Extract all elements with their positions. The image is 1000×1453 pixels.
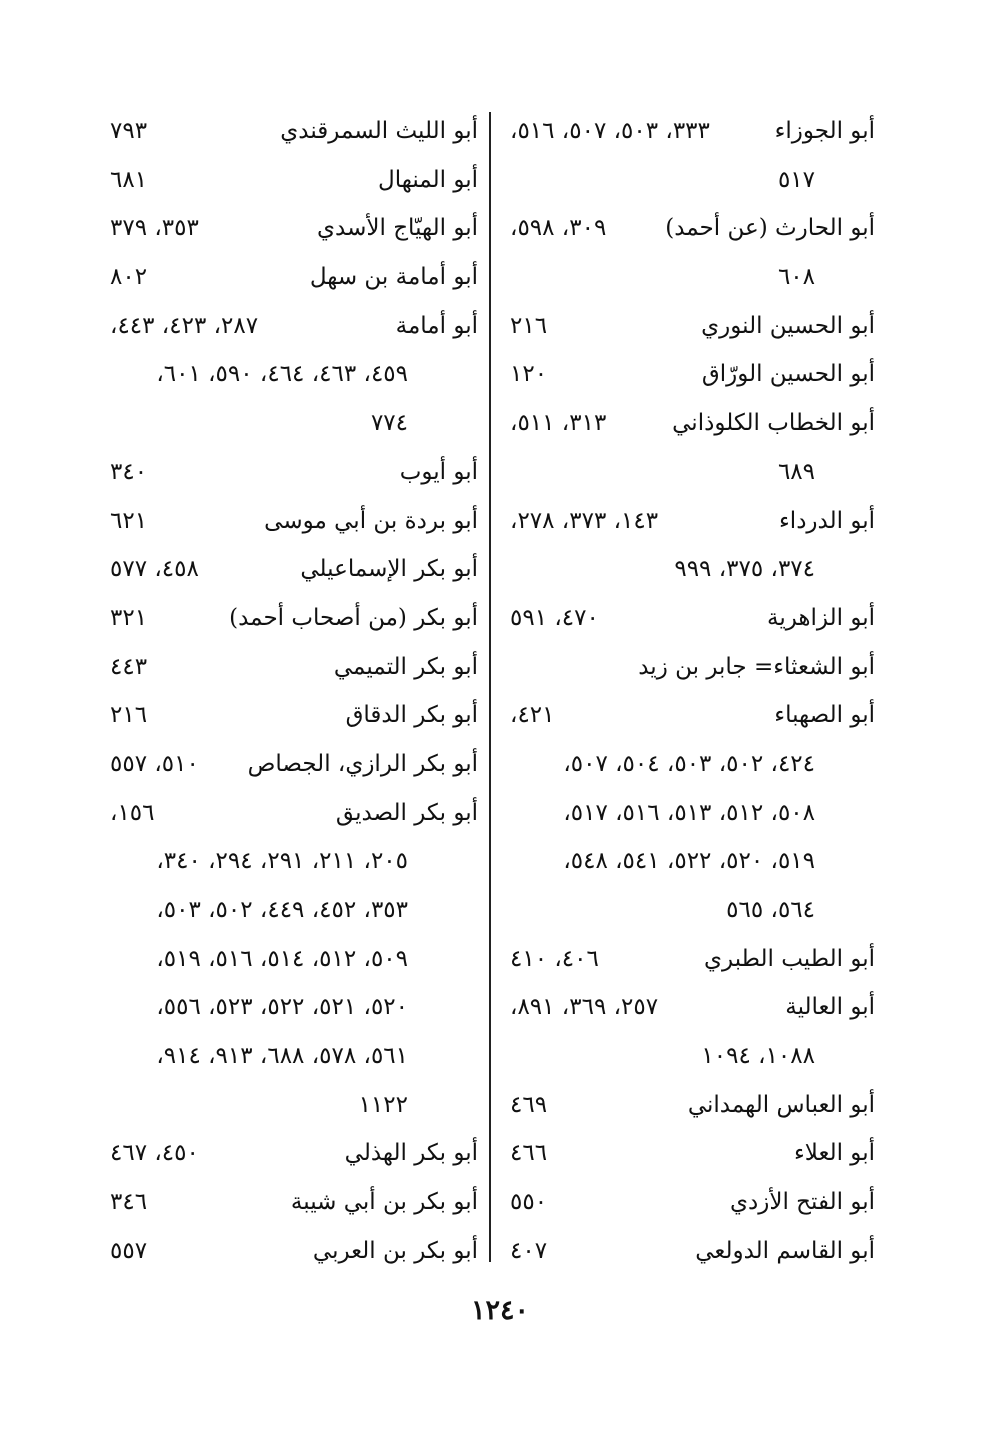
entry-page-refs: ٤٥٠، ٤٦٧ bbox=[110, 1140, 199, 1167]
entry-name: أبو بكر الدقاق bbox=[345, 702, 478, 729]
index-entry bbox=[500, 1081, 875, 1130]
index-entry bbox=[500, 837, 875, 886]
entry-name: أبو الفتح الأزدي bbox=[730, 1189, 875, 1216]
entry-name: أبو العلاء bbox=[793, 1140, 875, 1167]
entry-page-refs: ٤٥٨، ٥٧٧ bbox=[110, 556, 199, 583]
index-entry bbox=[500, 156, 875, 205]
index-entry bbox=[100, 789, 478, 838]
index-entry bbox=[500, 107, 875, 156]
entry-name: أبو بكر (من أصحاب أحمد) bbox=[229, 604, 478, 631]
entry-page-refs-continued: ٣٧٤، ٣٧٥، ٩٩٩ bbox=[674, 556, 815, 583]
page-number: ١٢٤٠ bbox=[470, 1295, 529, 1326]
entry-page-refs-continued: ٣٥٣، ٤٥٢، ٤٤٩، ٥٠٢، ٥٠٣، bbox=[156, 897, 408, 923]
index-entry bbox=[100, 594, 478, 643]
column-divider bbox=[489, 112, 491, 1262]
entry-page-refs: ١٢٠ bbox=[510, 361, 548, 388]
entry-name: أبو بكر بن أبي شيبة bbox=[290, 1189, 478, 1216]
index-entry bbox=[100, 399, 478, 448]
index-entry bbox=[500, 253, 875, 302]
entry-page-refs-continued: ٧٧٤ bbox=[370, 410, 408, 437]
index-entry bbox=[100, 983, 478, 1032]
index-entry bbox=[500, 886, 875, 935]
index-entry bbox=[100, 935, 478, 984]
entry-page-refs-continued: ٥٦١، ٥٧٨، ٦٨٨، ٩١٣، ٩١٤، bbox=[156, 1043, 408, 1070]
entry-page-refs: ٤٧٠، ٥٩١ bbox=[510, 604, 599, 631]
index-entry bbox=[500, 1129, 875, 1178]
entry-page-refs-continued: ٢٠٥، ٢١١، ٢٩١، ٢٩٤، ٣٤٠، bbox=[156, 848, 408, 875]
entry-page-refs-continued: ١٠٨٨، ١٠٩٤ bbox=[701, 1043, 815, 1070]
entry-page-refs: ٦٨١ bbox=[110, 166, 148, 193]
entry-name: أبو المنهال bbox=[378, 166, 478, 193]
entry-page-refs-continued: ٥١٩، ٥٢٠، ٥٢٢، ٥٤١، ٥٤٨، bbox=[563, 848, 815, 875]
index-entry bbox=[500, 1032, 875, 1081]
entry-page-refs: ٤٦٩ bbox=[510, 1091, 548, 1118]
index-entry bbox=[100, 350, 478, 399]
entry-page-refs: ٣٤٠ bbox=[110, 458, 148, 485]
entry-page-refs: ٣٣٣، ٥٠٣، ٥٠٧، ٥١٦، bbox=[510, 118, 710, 144]
entry-name: أبو الخطاب الكلوذاني bbox=[672, 410, 875, 437]
entry-page-refs: ٤٠٧ bbox=[510, 1237, 548, 1264]
index-entry bbox=[100, 448, 478, 497]
entry-name: أبو الطيب الطبري bbox=[704, 945, 875, 972]
entry-page-refs-continued: ٦٨٩ bbox=[777, 458, 815, 485]
entry-page-refs: ٣٠٩، ٥٩٨، bbox=[510, 215, 607, 242]
entry-name: أبو الشعثاء= جابر بن زيد bbox=[638, 653, 875, 680]
entry-page-refs-continued: ٥٠٩، ٥١٢، ٥١٤، ٥١٦، ٥١٩، bbox=[156, 945, 408, 972]
entry-name: أبو الدرداء bbox=[778, 507, 875, 534]
entry-page-refs-continued: ٤٢٤، ٥٠٢، ٥٠٣، ٥٠٤، ٥٠٧، bbox=[563, 750, 815, 777]
entry-page-refs: ٢٥٧، ٣٦٩، ٨٩١، bbox=[510, 994, 659, 1021]
index-entry bbox=[100, 302, 478, 351]
index-entry bbox=[100, 740, 478, 789]
entry-name: أبو الحارث (عن أحمد) bbox=[665, 215, 875, 242]
index-entry bbox=[100, 156, 478, 205]
entry-name: أبو الليث السمرقندي bbox=[280, 118, 478, 144]
entry-page-refs: ٥١٠، ٥٥٧ bbox=[110, 750, 199, 777]
index-entry bbox=[100, 1178, 478, 1227]
entry-name: أبو بكر الصديق bbox=[335, 799, 478, 826]
index-entry bbox=[500, 399, 875, 448]
index-entry bbox=[500, 448, 875, 497]
entry-name: أبو الصهباء bbox=[774, 702, 875, 729]
index-entry bbox=[100, 1129, 478, 1178]
index-entry bbox=[500, 983, 875, 1032]
index-entry bbox=[500, 204, 875, 253]
entry-page-refs: ٦٢١ bbox=[110, 507, 148, 534]
entry-name: أبو الحسين الورّاق bbox=[701, 361, 875, 388]
entry-page-refs: ٣٢١ bbox=[110, 604, 148, 631]
entry-page-refs: ٧٩٣ bbox=[110, 118, 148, 144]
entry-page-refs-continued: ٤٥٩، ٤٦٣، ٤٦٤، ٥٩٠، ٦٠١، bbox=[156, 361, 408, 388]
entry-page-refs: ٣٥٣، ٣٧٩ bbox=[110, 215, 199, 242]
index-entry bbox=[100, 107, 478, 156]
entry-page-refs-continued: ٥٦٤، ٥٦٥ bbox=[726, 897, 815, 923]
index-entry bbox=[500, 594, 875, 643]
entry-page-refs: ٣١٣، ٥١١، bbox=[510, 410, 607, 437]
index-entry bbox=[500, 691, 875, 740]
index-entry bbox=[100, 886, 478, 935]
entry-page-refs: ٣٤٦ bbox=[110, 1189, 148, 1216]
index-entry bbox=[100, 837, 478, 886]
entry-page-refs: ٤٠٦، ٤١٠ bbox=[510, 945, 599, 972]
entry-name: أبو العالية bbox=[785, 994, 875, 1021]
entry-page-refs: ٥٥٧ bbox=[110, 1237, 148, 1264]
entry-name: أبو أيوب bbox=[399, 458, 478, 485]
index-entry bbox=[100, 643, 478, 692]
entry-name: أبو بكر بن العربي bbox=[312, 1237, 478, 1264]
index-entry bbox=[100, 1032, 478, 1081]
index-entry bbox=[100, 204, 478, 253]
entry-page-refs: ٢١٦ bbox=[110, 702, 148, 729]
entry-page-refs-continued: ٦٠٨ bbox=[777, 264, 815, 291]
entry-name: أبو بردة بن أبي موسى bbox=[264, 507, 478, 534]
left-column bbox=[100, 107, 478, 1276]
entry-page-refs: ٤٢١، bbox=[510, 702, 555, 729]
index-entry bbox=[100, 691, 478, 740]
entry-page-refs: ٢١٦ bbox=[510, 312, 548, 339]
entry-page-refs: ١٤٣، ٣٧٣، ٢٧٨، bbox=[510, 507, 659, 534]
index-entry bbox=[500, 350, 875, 399]
index-entry bbox=[100, 545, 478, 594]
index-entry bbox=[500, 935, 875, 984]
index-entry bbox=[500, 1178, 875, 1227]
entry-name: أبو الجوزاء bbox=[774, 118, 875, 144]
index-entry bbox=[500, 740, 875, 789]
entry-name: أبو أمامة بن سهل bbox=[309, 264, 478, 291]
entry-page-refs: ٥٥٠ bbox=[510, 1189, 548, 1216]
index-entry bbox=[500, 545, 875, 594]
entry-page-refs: ٤٦٦ bbox=[510, 1140, 548, 1167]
index-entry bbox=[500, 302, 875, 351]
entry-page-refs: ١٥٦، bbox=[110, 799, 155, 826]
entry-page-refs-continued: ١١٢٢ bbox=[358, 1091, 408, 1118]
right-column bbox=[500, 107, 875, 1276]
index-entry bbox=[500, 643, 875, 692]
index-entry bbox=[500, 1227, 875, 1276]
entry-page-refs-continued: ٥١٧ bbox=[777, 166, 815, 193]
entry-page-refs: ٢٨٧، ٤٢٣، ٤٤٣، bbox=[110, 312, 259, 339]
entry-name: أبو الحسين النوري bbox=[701, 312, 875, 339]
index-entry bbox=[100, 253, 478, 302]
index-entry bbox=[100, 1227, 478, 1276]
entry-name: أبو بكر الرازي، الجصاص bbox=[247, 750, 478, 777]
index-entry bbox=[500, 789, 875, 838]
entry-page-refs: ٨٠٢ bbox=[110, 264, 148, 291]
index-entry bbox=[100, 497, 478, 546]
entry-name: أبو العباس الهمداني bbox=[687, 1091, 875, 1118]
entry-name: أبو بكر الهذلي bbox=[344, 1140, 478, 1167]
index-entry bbox=[100, 1081, 478, 1130]
entry-name: أبو بكر الإسماعيلي bbox=[300, 556, 478, 583]
entry-name: أبو بكر التميمي bbox=[333, 653, 478, 680]
entry-name: أبو الزاهرية bbox=[766, 604, 875, 631]
entry-name: أبو أمامة bbox=[395, 312, 478, 339]
entry-page-refs-continued: ٥٠٨، ٥١٢، ٥١٣، ٥١٦، ٥١٧، bbox=[563, 799, 815, 826]
entry-name: أبو القاسم الدولعي bbox=[695, 1237, 875, 1264]
index-entry bbox=[500, 497, 875, 546]
entry-page-refs: ٤٤٣ bbox=[110, 653, 148, 680]
entry-name: أبو الهيّاج الأسدي bbox=[317, 215, 478, 242]
entry-page-refs-continued: ٥٢٠، ٥٢١، ٥٢٢، ٥٢٣، ٥٥٦، bbox=[156, 994, 408, 1021]
